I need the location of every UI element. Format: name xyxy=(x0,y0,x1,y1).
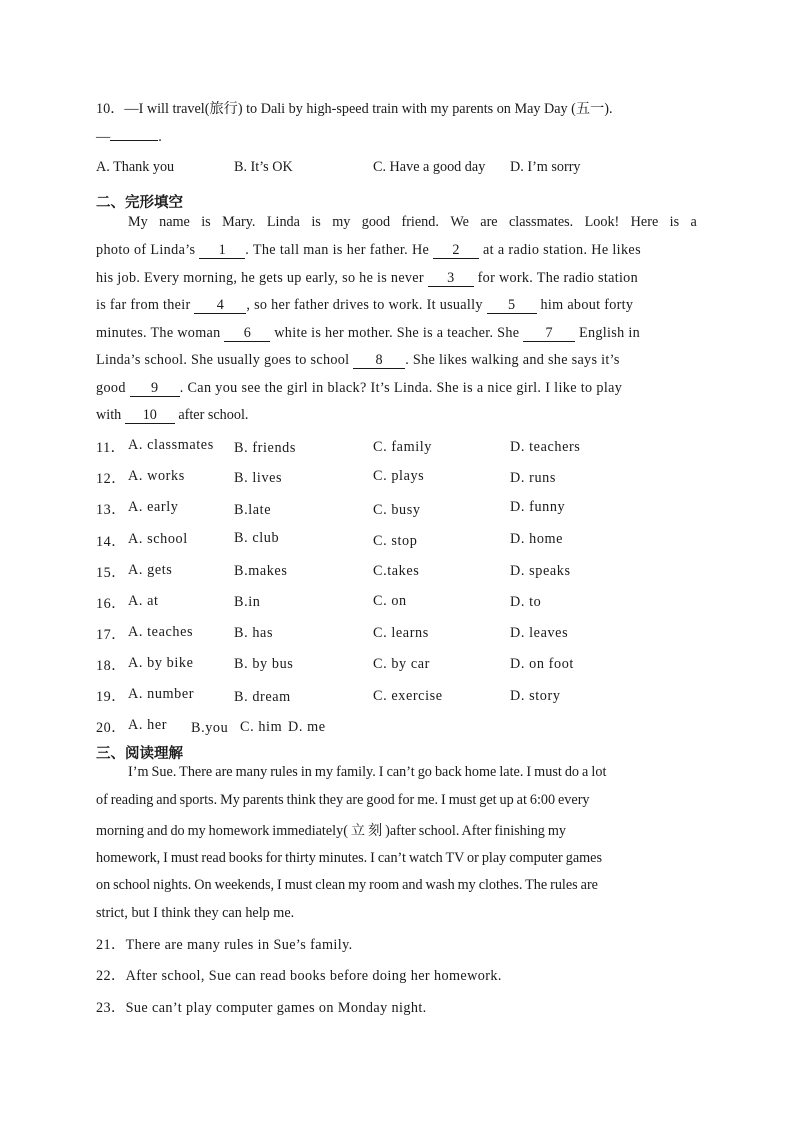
q13-option-d[interactable]: D. funny xyxy=(510,499,566,515)
word: classmates. xyxy=(508,214,574,230)
q10-option-a[interactable]: A. Thank you xyxy=(96,159,175,175)
cloze-blank-8[interactable] xyxy=(353,353,405,369)
q15-option-a[interactable]: A. gets xyxy=(128,562,173,578)
text-run: , so her father drives to work. It usually xyxy=(246,297,483,313)
cloze-line-6 xyxy=(96,352,620,369)
q19-option-c[interactable]: C. exercise xyxy=(373,688,443,704)
q16-option-a[interactable]: A. at xyxy=(128,593,159,609)
reading-line-1: I’m Sue. There are many rules in my family. I can’t go back home late. I must do a lot xyxy=(128,764,607,780)
q15-option-d[interactable]: D. speaks xyxy=(510,563,571,579)
q18-option-d[interactable]: D. on foot xyxy=(510,656,574,672)
word: Here xyxy=(630,214,659,230)
text-run: good xyxy=(96,380,126,396)
reading-heading: 三、阅读理解 xyxy=(96,746,183,762)
q11-option-c[interactable]: C. family xyxy=(373,439,432,455)
reading-line-5: on school nights. On weekends, I must clean my room and wash my clothes. The rules are xyxy=(96,877,598,893)
q14-option-b[interactable]: B. club xyxy=(234,530,280,546)
text-run: for work. The radio station xyxy=(477,270,638,286)
q10-option-d[interactable]: D. I’m sorry xyxy=(510,159,581,175)
blank-number: 10 xyxy=(142,407,157,423)
q10-answer-blank[interactable] xyxy=(110,128,158,141)
cloze-line-7 xyxy=(96,380,622,397)
blank-number: 4 xyxy=(216,297,225,313)
statement-22: 22．After school, Sue can read books before doing her homework. xyxy=(96,968,502,984)
blank-number: 3 xyxy=(447,270,455,286)
q19-option-b[interactable]: B. dream xyxy=(234,689,291,705)
q11-option-a[interactable]: A. classmates xyxy=(128,437,214,453)
q13-number: 13． xyxy=(96,502,126,518)
q19-option-a[interactable]: A. number xyxy=(128,686,195,702)
cloze-blank-4[interactable] xyxy=(194,298,246,314)
q14-number: 14． xyxy=(96,534,126,550)
q20-option-d[interactable]: D. me xyxy=(288,719,326,735)
cloze-line-8 xyxy=(96,407,248,424)
q13-option-a[interactable]: A. early xyxy=(128,499,179,515)
text-run: photo of Linda’s xyxy=(96,242,196,258)
reading-line-6: strict, but I think they can help me. xyxy=(96,905,295,921)
text-run: with xyxy=(96,407,122,423)
q18-option-b[interactable]: B. by bus xyxy=(234,656,294,672)
statement-21: 21．There are many rules in Sue’s family. xyxy=(96,937,353,953)
q11-option-d[interactable]: D. teachers xyxy=(510,439,581,455)
word: my xyxy=(332,214,351,230)
q16-option-d[interactable]: D. to xyxy=(510,594,542,610)
q15-number: 15． xyxy=(96,565,126,581)
reading-line-2: of reading and sports. My parents think they are good for me. I must get up at 6:00 every xyxy=(96,792,590,808)
q17-option-b[interactable]: B. has xyxy=(234,625,274,641)
cloze-blank-9[interactable] xyxy=(130,381,180,397)
word: name xyxy=(159,214,190,230)
cloze-blank-1[interactable] xyxy=(199,243,245,259)
cloze-blank-7[interactable] xyxy=(523,326,575,342)
q16-option-b[interactable]: B.in xyxy=(234,594,261,610)
q12-option-d[interactable]: D. runs xyxy=(510,470,556,486)
text-run: is far from their xyxy=(96,297,191,313)
word: is xyxy=(311,214,321,230)
q15-option-c[interactable]: C.takes xyxy=(373,563,420,579)
text-run: white is her mother. She is a teacher. She xyxy=(274,325,520,341)
word: Look! xyxy=(584,214,620,230)
cloze-line-5 xyxy=(96,325,640,342)
text-run: his job. Every morning, he gets up early, so he is never xyxy=(96,270,424,286)
q12-number: 12． xyxy=(96,471,126,487)
q14-option-c[interactable]: C. stop xyxy=(373,533,418,549)
q12-option-c[interactable]: C. plays xyxy=(373,468,425,484)
q17-number: 17． xyxy=(96,627,126,643)
text-run: . She likes walking and she says it’s xyxy=(405,352,620,368)
word: is xyxy=(201,214,211,230)
q13-option-c[interactable]: C. busy xyxy=(373,502,421,518)
q20-option-b[interactable]: B.you xyxy=(191,720,229,736)
cloze-blank-10[interactable] xyxy=(125,408,175,424)
reading-line-4: homework, I must read books for thirty minutes. I can’t watch TV or play computer games xyxy=(96,850,602,866)
q10-answer-dash: — xyxy=(96,129,111,145)
reading-line-3: morning and do my homework immediately( 立 刻 )after school. After finishing my xyxy=(96,823,566,839)
q10-option-c[interactable]: C. Have a good day xyxy=(373,159,486,175)
text-run: . The tall man is her father. He xyxy=(245,242,430,258)
q18-option-c[interactable]: C. by car xyxy=(373,656,431,672)
q20-number: 20． xyxy=(96,720,126,736)
blank-number: 7 xyxy=(545,325,553,341)
text-run: . Can you see the girl in black? It’s Linda. She is a nice girl. I like to play xyxy=(179,380,623,396)
q18-number: 18． xyxy=(96,658,126,674)
word: a xyxy=(690,214,697,230)
q17-option-c[interactable]: C. learns xyxy=(373,625,429,641)
word: are xyxy=(480,214,498,230)
cloze-line-2 xyxy=(96,242,641,259)
cloze-line-3 xyxy=(96,270,638,287)
blank-number: 1 xyxy=(218,242,227,258)
cloze-blank-2[interactable] xyxy=(433,243,479,259)
cloze-line-4 xyxy=(96,297,633,314)
word: My xyxy=(128,214,148,230)
word: is xyxy=(669,214,680,230)
blank-number: 5 xyxy=(507,297,516,313)
q20-option-a[interactable]: A. her xyxy=(128,717,168,733)
word: friend. xyxy=(401,214,439,230)
cloze-blank-6[interactable] xyxy=(224,326,270,342)
q17-option-a[interactable]: A. teaches xyxy=(128,624,194,640)
blank-number: 8 xyxy=(375,352,383,368)
q12-option-b[interactable]: B. lives xyxy=(234,470,283,486)
text-run: Linda’s school. She usually goes to school xyxy=(96,352,350,368)
q19-number: 19． xyxy=(96,689,126,705)
cloze-blank-5[interactable] xyxy=(487,298,537,314)
q10-answer-line xyxy=(96,128,162,146)
text-run: after school. xyxy=(178,407,249,423)
word: Mary. xyxy=(222,214,256,230)
text-run: at a radio station. He likes xyxy=(483,242,641,258)
q13-option-b[interactable]: B.late xyxy=(234,502,272,518)
word: good xyxy=(361,214,391,230)
statement-23: 23．Sue can’t play computer games on Monday night. xyxy=(96,1000,427,1016)
q11-number: 11． xyxy=(96,440,126,456)
blank-number: 6 xyxy=(243,325,252,341)
cloze-line-1 xyxy=(128,214,697,231)
cloze-blank-3[interactable] xyxy=(428,271,474,287)
text-run: him about forty xyxy=(540,297,634,313)
word: We xyxy=(450,214,469,230)
cloze-heading: 二、完形填空 xyxy=(96,195,183,211)
q14-option-d[interactable]: D. home xyxy=(510,531,564,547)
q15-option-b[interactable]: B.makes xyxy=(234,563,288,579)
q10-option-b[interactable]: B. It’s OK xyxy=(234,159,293,175)
q18-option-a[interactable]: A. by bike xyxy=(128,655,194,671)
q10-stem: 10．—I will travel(旅行) to Dali by high-speed train with my parents on May Day (五一). xyxy=(96,101,613,117)
q12-option-a[interactable]: A. works xyxy=(128,468,185,484)
q14-option-a[interactable]: A. school xyxy=(128,531,188,547)
blank-number: 9 xyxy=(150,380,159,396)
q20-option-c[interactable]: C. him xyxy=(240,719,283,735)
text-run: English in xyxy=(579,325,640,341)
blank-number: 2 xyxy=(452,242,460,258)
q11-option-b[interactable]: B. friends xyxy=(234,440,296,456)
q19-option-d[interactable]: D. story xyxy=(510,688,561,704)
q16-option-c[interactable]: C. on xyxy=(373,593,407,609)
word: Linda xyxy=(266,214,300,230)
q10-answer-tail: . xyxy=(158,129,162,145)
q16-number: 16． xyxy=(96,596,126,612)
q17-option-d[interactable]: D. leaves xyxy=(510,625,569,641)
text-run: minutes. The woman xyxy=(96,325,221,341)
